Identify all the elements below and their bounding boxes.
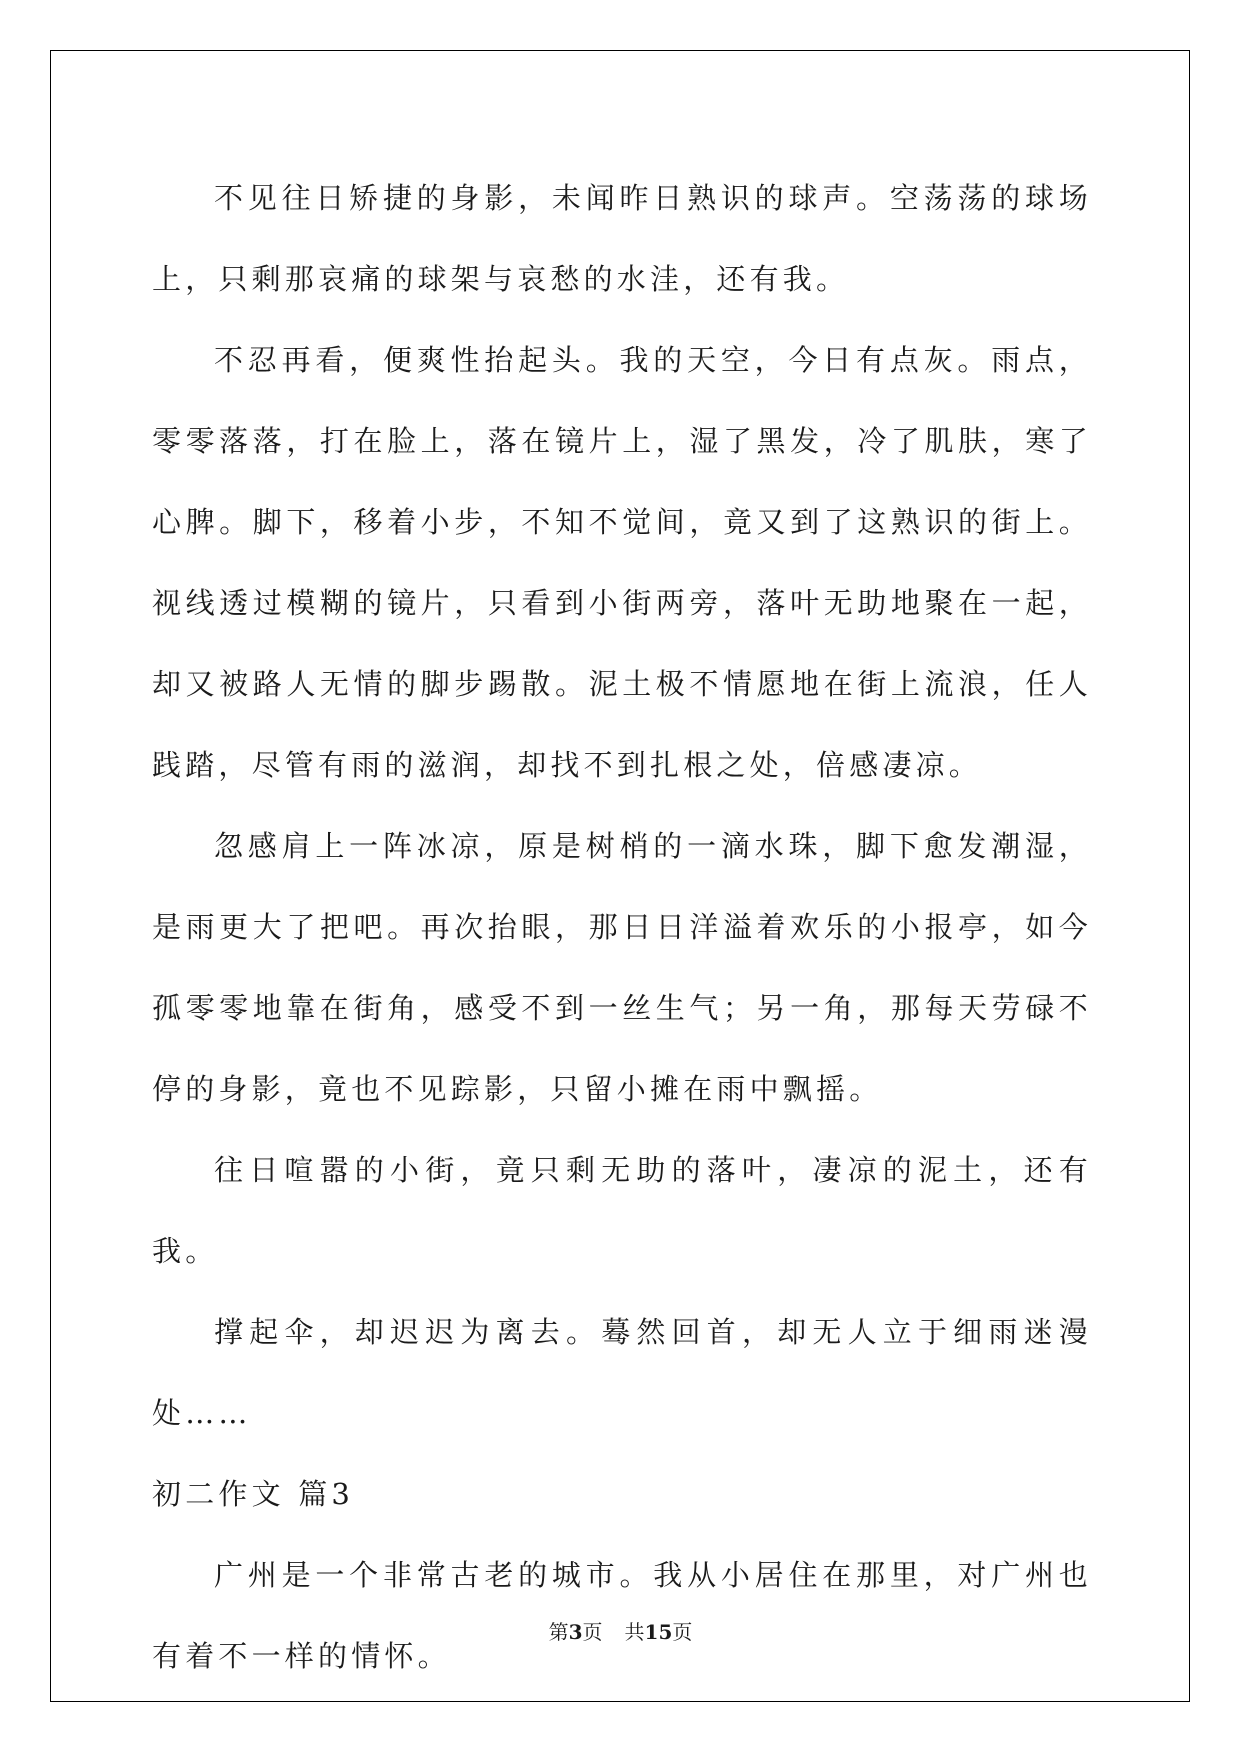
paragraph-5: 撑起伞，却迟迟为离去。蓦然回首，却无人立于细雨迷漫处…… — [152, 1315, 1092, 1430]
footer-total-prefix: 共 — [624, 1620, 645, 1644]
footer-prefix: 第 — [548, 1620, 569, 1644]
footer-total-pages: 15 — [644, 1620, 673, 1644]
section-paragraph-1: 广州是一个非常古老的城市。我从小居住在那里，对广州也有着不一样的情怀。 — [152, 1558, 1092, 1673]
paragraph-3: 忽感肩上一阵冰凉，原是树梢的一滴水珠，脚下愈发潮湿，是雨更大了把吧。再次抬眼，那日日洋溢着欢乐的小报亭，如今孤零零地靠在街角，感受不到一丝生气；另一角，那每天劳碌不停的身影，竟也不见踪影，只留小摊在雨中飘摇。 — [152, 829, 1092, 1106]
document-body — [152, 158, 1092, 1697]
paragraph-2: 不忍再看，便爽性抬起头。我的天空，今日有点灰。雨点，零零落落，打在脸上，落在镜片上，湿了黑发，冷了肌肤，寒了心脾。脚下，移着小步，不知不觉间，竟又到了这熟识的街上。视线透过模糊的镜片，只看到小街两旁，落叶无助地聚在一起，却又被路人无情的脚步踢散。泥土极不情愿地在街上流浪，任人践踏，尽管有雨的滋润，却找不到扎根之处，倍感凄凉。 — [152, 343, 1092, 782]
footer-total-suffix: 页 — [672, 1620, 693, 1644]
section-heading: 初二作文 篇3 — [152, 1477, 355, 1511]
paragraph-1: 不见往日矫捷的身影，未闻昨日熟识的球声。空荡荡的球场上，只剩那哀痛的球架与哀愁的水洼，还有我。 — [152, 181, 1092, 296]
footer-page-suffix: 页 — [582, 1620, 603, 1644]
paragraph-4: 往日喧嚣的小街，竟只剩无助的落叶，凄凉的泥土，还有我。 — [152, 1153, 1092, 1268]
page-footer — [0, 1616, 1241, 1645]
footer-page-number: 3 — [568, 1620, 583, 1644]
